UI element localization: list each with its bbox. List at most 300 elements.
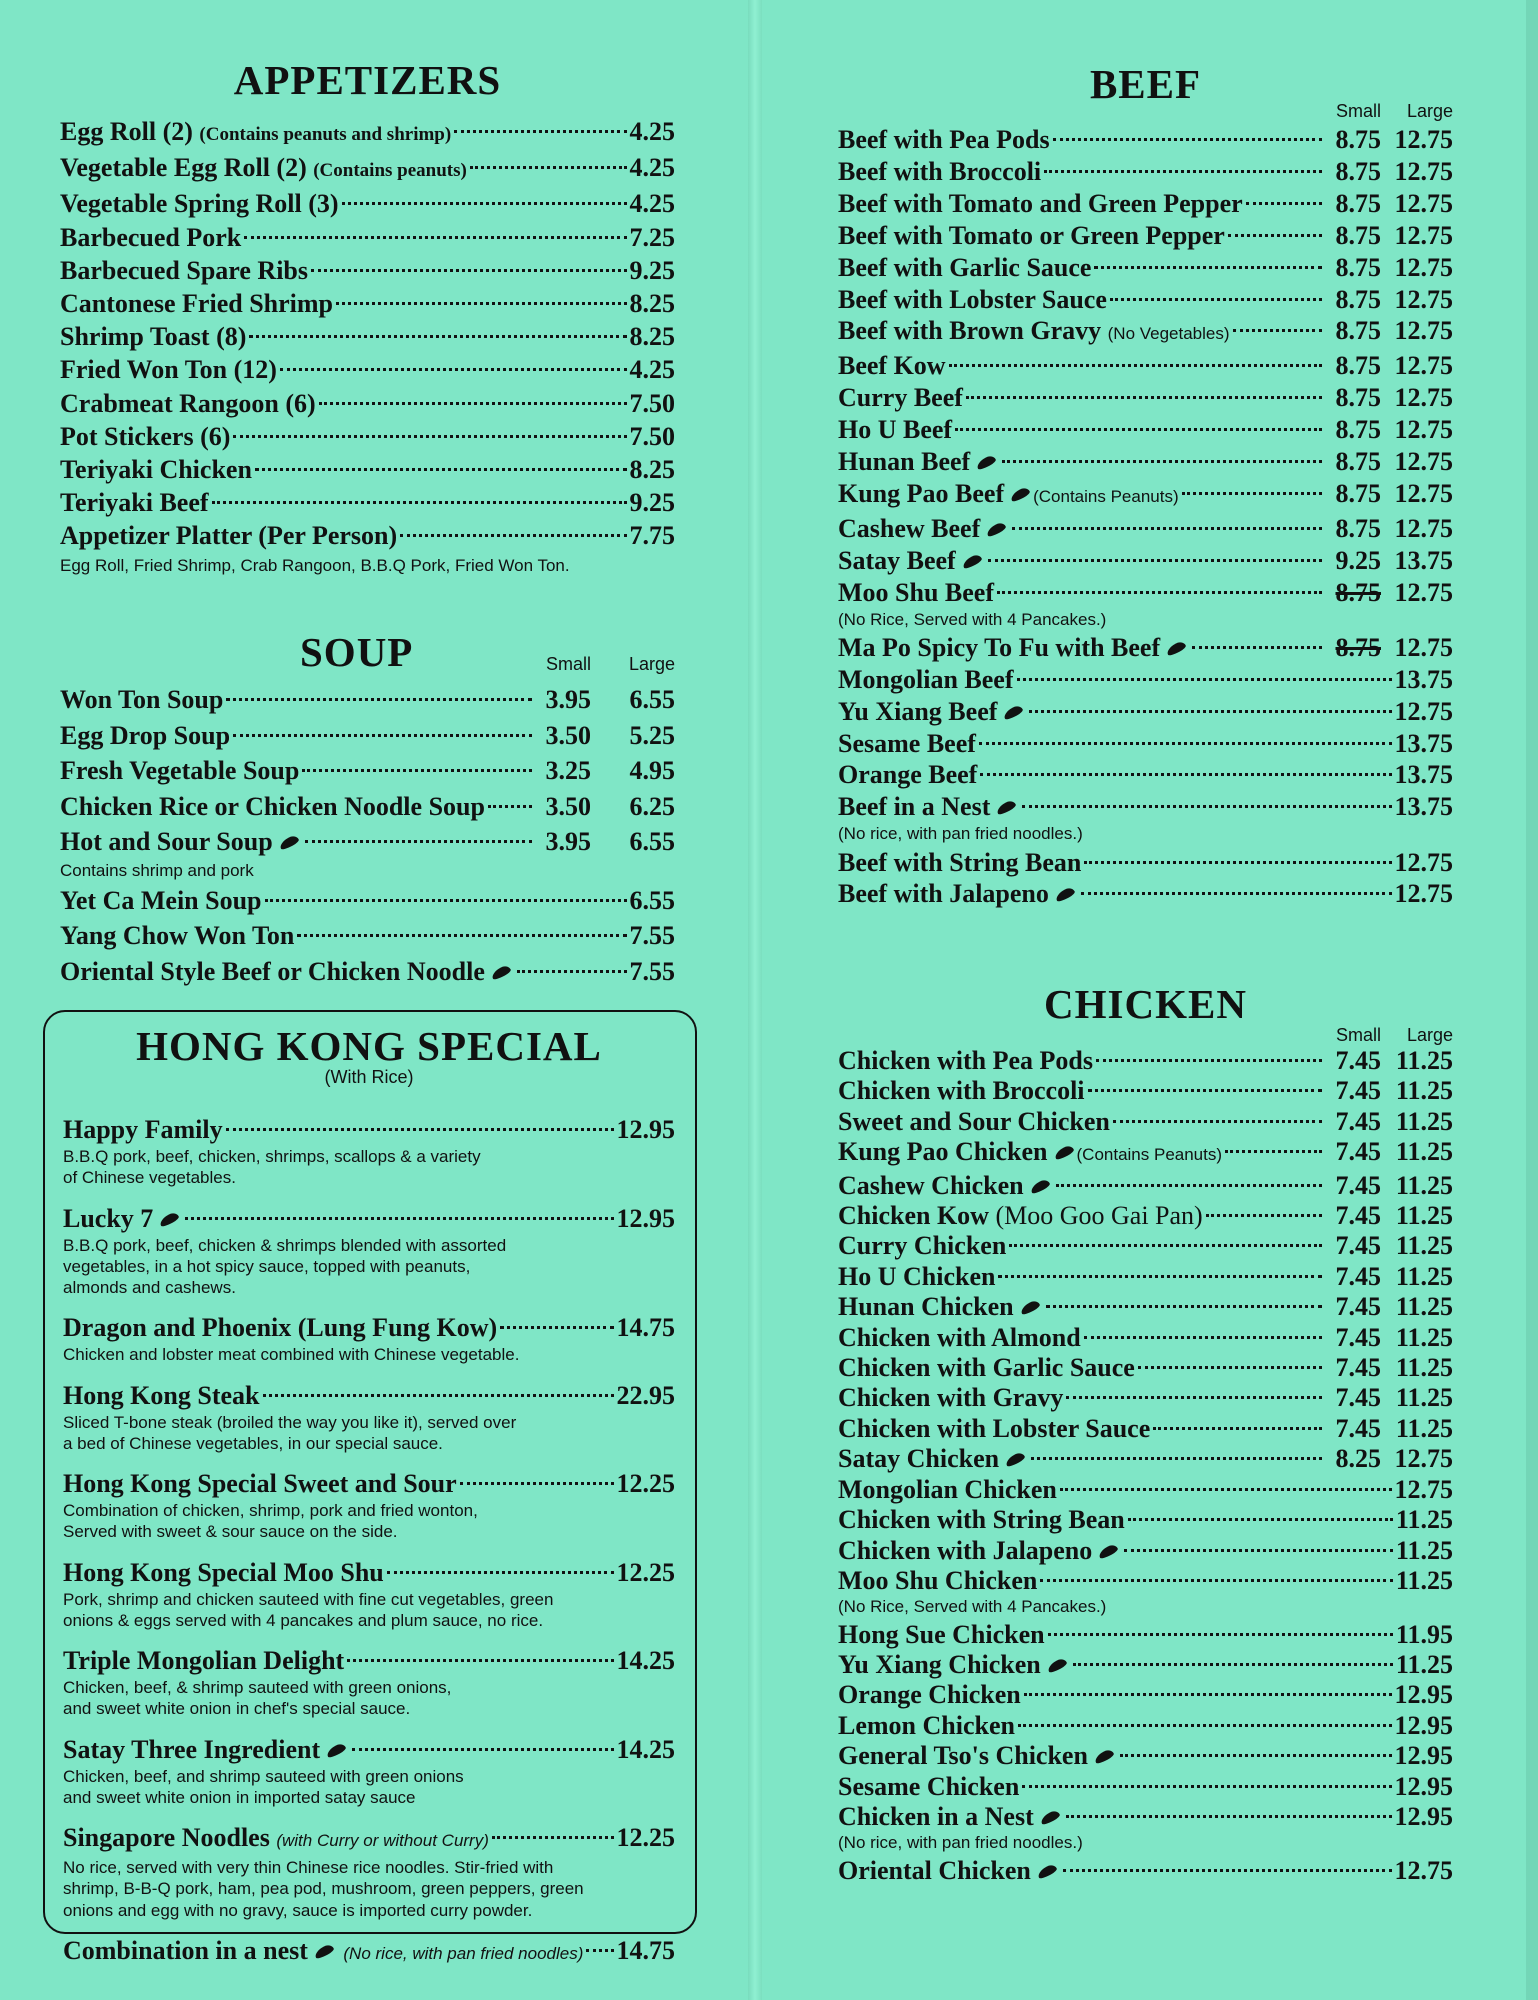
menu-item-name-text: Curry Beef (838, 383, 963, 413)
menu-item-price (1325, 577, 1453, 609)
leader-dots (1066, 1815, 1392, 1818)
menu-item-row (838, 1711, 1453, 1741)
single-price: 4.25 (629, 355, 675, 385)
menu-item (838, 284, 1453, 316)
large-price: 12.75 (1394, 632, 1453, 662)
menu-item-name (60, 254, 308, 287)
leader-dots (1046, 1305, 1322, 1308)
soup-list (60, 682, 675, 989)
leader-dots (226, 698, 532, 701)
large-price: 12.75 (1394, 577, 1453, 607)
single-price: 9.25 (629, 255, 675, 285)
menu-item-name (60, 420, 230, 453)
leader-dots (1113, 1120, 1322, 1123)
leader-dots (1017, 678, 1392, 681)
chili-pepper-icon (975, 454, 997, 471)
large-price: 11.25 (1395, 1076, 1453, 1106)
menu-item-row (63, 1203, 675, 1235)
hong-kong-title: HONG KONG SPECIAL (136, 1023, 602, 1069)
menu-item (838, 513, 1453, 545)
menu-item-description: Combination of chicken, shrimp, pork and fried wonton, Served with sweet & sour sauce on the side. (63, 1501, 478, 1542)
chili-pepper-icon (1165, 640, 1187, 657)
chili-pepper-icon (1093, 1748, 1115, 1765)
menu-item-name (838, 1383, 1063, 1413)
single-price: 7.50 (629, 388, 675, 418)
menu-item-price (1396, 1536, 1453, 1566)
menu-item-name (838, 1076, 1085, 1106)
chili-pepper-icon (1053, 1144, 1075, 1161)
menu-item-note: (No rice, with pan fried noodles) (343, 1943, 584, 1963)
leader-dots (263, 1394, 614, 1397)
menu-item-price (1395, 791, 1454, 823)
menu-item-name-text: Satay Beef (838, 545, 956, 575)
beef-list (838, 124, 1453, 910)
menu-item-name (838, 1680, 1021, 1710)
chili-pepper-icon (278, 834, 300, 851)
leader-dots (1225, 1150, 1322, 1153)
menu-item-name (63, 1468, 457, 1500)
small-price: 8.75 (1335, 513, 1381, 543)
leader-dots (244, 236, 626, 239)
menu-item (60, 954, 675, 990)
menu-item-row (838, 350, 1453, 382)
menu-item (60, 287, 675, 320)
large-price: 6.55 (629, 685, 675, 714)
menu-item (838, 791, 1453, 844)
menu-item-row (838, 1475, 1453, 1505)
menu-item-description: (No Rice, Served with 4 Pancakes.) (838, 1597, 1107, 1617)
menu-item-price (1325, 1383, 1453, 1413)
menu-item-price (630, 151, 676, 184)
large-price: 12.75 (1394, 188, 1453, 218)
menu-item-name (838, 1650, 1070, 1680)
single-price: 12.95 (1394, 1771, 1453, 1801)
menu-item (60, 187, 675, 220)
leader-dots (352, 1748, 613, 1751)
menu-item-description: Pork, shrimp and chicken sauteed with fine cut vegetables, green onions & eggs served with 4 pancakes and plum sauce, no rice. (63, 1589, 554, 1630)
menu-item-price (617, 1645, 676, 1677)
menu-item-price (1395, 1475, 1454, 1505)
menu-item-name-text: Lucky 7 (63, 1203, 154, 1233)
menu-item-name (838, 664, 1014, 696)
menu-item (838, 632, 1453, 664)
menu-item-price (1325, 1444, 1453, 1474)
menu-item (60, 115, 675, 151)
menu-item-name-text: Chicken with Lobster Sauce (838, 1413, 1151, 1443)
small-price: 8.75 (1335, 188, 1381, 218)
menu-item-price (617, 1468, 676, 1500)
leader-dots (1040, 1579, 1393, 1582)
menu-item-row (60, 718, 675, 754)
menu-item-row (63, 1312, 675, 1344)
menu-item (838, 1231, 1453, 1261)
leader-dots (255, 468, 627, 471)
chili-pepper-icon (985, 521, 1007, 538)
small-price: 7.45 (1335, 1383, 1381, 1413)
small-price: 7.45 (1335, 1292, 1381, 1322)
large-price: 11.25 (1395, 1201, 1453, 1231)
menu-item (63, 1203, 675, 1299)
menu-item-price (535, 824, 675, 860)
soup-large-label: Large (628, 654, 675, 674)
menu-item-price (630, 287, 676, 320)
large-price: 6.25 (629, 791, 675, 821)
menu-item-name-text: Chicken with String Bean (838, 1505, 1125, 1535)
menu-item-name (838, 315, 1230, 350)
menu-item-price (617, 1734, 676, 1766)
menu-item-name (838, 1536, 1121, 1566)
leader-dots (342, 202, 627, 205)
chili-pepper-icon (1029, 1177, 1051, 1194)
menu-item-description: No rice, served with very thin Chinese rice noodles. Stir-fried with shrimp, B-B-Q pork, ham, pea pod, mushroom, green peppers, green onions and egg with no gravy, sauce is imported curry powder. (63, 1858, 584, 1920)
menu-item (838, 220, 1453, 252)
menu-item-price (1325, 1292, 1453, 1322)
menu-item-row (60, 789, 675, 825)
small-price: 8.75 (1335, 316, 1381, 346)
leader-dots (517, 970, 627, 973)
single-price: 4.25 (629, 189, 675, 219)
beef-title: BEEF (1089, 61, 1202, 107)
menu-item-price (1325, 1262, 1453, 1292)
menu-item-name-text: Beef with Jalapeno (838, 879, 1049, 909)
menu-item-price (1325, 1201, 1453, 1231)
hong-kong-subtitle: (With Rice) (324, 1067, 414, 1087)
leader-dots (998, 1275, 1322, 1278)
small-price: 8.25 (1335, 1444, 1381, 1474)
leader-dots (980, 773, 1391, 776)
menu-item (838, 252, 1453, 284)
menu-item-name (60, 320, 246, 353)
menu-item-name-text: Beef with Lobster Sauce (838, 284, 1107, 314)
single-price: 7.55 (629, 921, 675, 951)
menu-item-name-text: Beef with Broccoli (838, 156, 1042, 186)
chili-pepper-icon (1004, 1451, 1026, 1468)
menu-item-row (63, 1380, 675, 1412)
menu-item-name-text: Chicken with Almond (838, 1322, 1081, 1352)
leader-dots (997, 591, 1322, 594)
leader-dots (1081, 892, 1392, 895)
small-price: 7.45 (1335, 1170, 1381, 1200)
menu-item (60, 254, 675, 287)
small-price: 8.75 (1335, 478, 1381, 508)
menu-item-name (838, 1353, 1135, 1383)
menu-item-name-text: Beef with Pea Pods (838, 125, 1050, 154)
menu-item-name (838, 1171, 1053, 1201)
menu-item-name (60, 115, 451, 151)
menu-item-note: (with Curry or without Curry) (276, 1831, 489, 1850)
single-price: 22.95 (616, 1380, 675, 1410)
large-price: 5.25 (629, 720, 675, 750)
menu-item-price (617, 1380, 676, 1412)
menu-item (60, 918, 675, 954)
menu-item-price (535, 718, 675, 754)
menu-item-name-text: Oriental Style Beef or Chicken Noodle (60, 956, 485, 986)
menu-item-row (63, 1734, 675, 1766)
single-price: 12.25 (616, 1469, 675, 1498)
page-edge (1526, 0, 1538, 2000)
menu-item (838, 414, 1453, 446)
menu-item-name-text: Combination in a nest (63, 1935, 308, 1965)
leader-dots (1228, 234, 1322, 237)
menu-item-row (63, 1468, 675, 1500)
menu-item-row (838, 156, 1453, 188)
menu-item-row (838, 1323, 1453, 1353)
menu-item-name (60, 718, 230, 754)
menu-item-name-text: Oriental Chicken (838, 1855, 1031, 1885)
menu-item-name-text: Egg Drop Soup (60, 720, 231, 750)
menu-item-description: (No rice, with pan fried noodles.) (838, 824, 1083, 844)
menu-item-name-text: Singapore Noodles (63, 1823, 270, 1852)
menu-item-price (630, 883, 676, 919)
menu-item-name (60, 789, 485, 825)
menu-item-description: (No rice, with pan fried noodles.) (838, 1833, 1083, 1853)
menu-item-row (838, 1414, 1453, 1444)
leader-dots (1084, 1336, 1322, 1339)
menu-item-price (1395, 759, 1454, 791)
menu-item-name (63, 1380, 260, 1412)
leader-dots (470, 166, 627, 169)
menu-item (838, 1566, 1453, 1618)
menu-item (838, 664, 1453, 696)
menu-item-name-text: Chicken with Garlic Sauce (838, 1353, 1135, 1383)
menu-item-row (838, 1353, 1453, 1383)
large-price: 11.25 (1395, 1353, 1453, 1383)
menu-item-price (1396, 1650, 1453, 1680)
large-price: 12.75 (1394, 383, 1453, 413)
leader-dots (1056, 1184, 1322, 1187)
chili-pepper-icon (1097, 1542, 1119, 1559)
menu-item (838, 696, 1453, 728)
menu-item-price (1325, 478, 1453, 510)
menu-item-row (838, 1741, 1453, 1771)
single-price: 12.25 (616, 1557, 675, 1587)
large-price: 12.75 (1394, 284, 1453, 314)
single-price: 9.25 (629, 488, 675, 518)
menu-item-row (838, 1046, 1453, 1076)
menu-item (838, 1802, 1453, 1854)
menu-item-row (838, 446, 1453, 478)
menu-item (60, 486, 675, 519)
menu-item (838, 728, 1453, 760)
menu-item-description: Chicken, beef, & shrimp sauteed with green onions, and sweet white onion in chef's special sauce. (63, 1678, 452, 1719)
menu-item-name (63, 1203, 182, 1235)
menu-item-price (1325, 156, 1453, 188)
leader-dots (1024, 1693, 1392, 1696)
leader-dots (280, 368, 627, 371)
menu-item-row (838, 1107, 1453, 1137)
menu-item-price (1395, 878, 1454, 910)
menu-item (838, 1536, 1453, 1566)
menu-item-row (838, 1680, 1453, 1710)
menu-item-row (60, 221, 675, 254)
soup-title: SOUP (300, 629, 414, 675)
small-price: 8.75 (1335, 351, 1381, 381)
menu-item-name-text: Sesame Chicken (838, 1771, 1020, 1801)
menu-item-price (630, 320, 676, 353)
menu-item-name (60, 353, 277, 386)
menu-item-name-text: Beef in a Nest (838, 792, 991, 822)
large-price: 11.25 (1395, 1106, 1453, 1136)
large-price: 11.25 (1395, 1046, 1453, 1075)
menu-item-row (838, 791, 1453, 823)
menu-item-price (1325, 350, 1453, 382)
menu-item-name-text: Moo Shu Beef (838, 577, 994, 607)
menu-item-name (63, 1114, 223, 1146)
leader-dots (302, 769, 532, 772)
menu-item-name-text: Fresh Vegetable Soup (60, 756, 300, 785)
menu-item-name (838, 252, 1091, 284)
menu-item-name (838, 1741, 1117, 1771)
menu-item-row (60, 519, 675, 552)
menu-item (838, 1772, 1453, 1802)
single-price: 12.75 (1394, 847, 1453, 877)
menu-item-row (838, 1171, 1453, 1201)
menu-item (60, 387, 675, 420)
menu-item-description: Contains shrimp and pork (60, 860, 254, 880)
menu-item-row (838, 1076, 1453, 1106)
menu-item-name (60, 918, 294, 954)
single-price: 7.25 (629, 222, 675, 252)
single-price: 8.25 (629, 289, 675, 319)
menu-item-name-text: Cantonese Fried Shrimp (60, 289, 333, 319)
menu-item (60, 682, 675, 718)
menu-item-name-text: Chicken with Pea Pods (838, 1046, 1093, 1075)
menu-item-price (1325, 1137, 1453, 1167)
menu-item-row (60, 115, 675, 151)
menu-item (838, 1680, 1453, 1710)
menu-item-name-text: Chicken with Jalapeno (838, 1535, 1093, 1565)
menu-item-price (1325, 124, 1453, 156)
single-price: 11.25 (1395, 1565, 1453, 1595)
menu-item-name (60, 519, 397, 552)
menu-item-row (60, 954, 675, 990)
menu-item (838, 1262, 1453, 1292)
leader-dots (1002, 460, 1322, 463)
leader-dots (233, 435, 626, 438)
small-price: 7.45 (1335, 1413, 1381, 1443)
leader-dots (1192, 646, 1322, 649)
menu-item-price (1325, 315, 1453, 347)
chili-pepper-icon (1046, 1657, 1068, 1674)
menu-item-name (838, 124, 1050, 156)
menu-item-name-text: Triple Mongolian Delight (63, 1646, 345, 1675)
menu-item (63, 1557, 675, 1632)
menu-item-price (1325, 382, 1453, 414)
menu-item-name-text: Sesame Beef (838, 728, 976, 758)
menu-item-price (535, 789, 675, 825)
single-price: 12.75 (1394, 1474, 1453, 1504)
menu-item-price (1395, 1680, 1454, 1710)
leader-dots (988, 559, 1322, 562)
large-price: 12.75 (1394, 415, 1453, 445)
leader-dots (979, 742, 1392, 745)
menu-item-name-text: Chicken Kow (838, 1201, 989, 1231)
menu-item-price (1325, 446, 1453, 478)
menu-item-name (63, 1557, 384, 1589)
menu-item-row (60, 353, 675, 386)
leader-dots (1096, 1059, 1322, 1062)
menu-item-name (838, 156, 1041, 188)
menu-item (838, 1414, 1453, 1444)
menu-item-row (60, 486, 675, 519)
menu-item-name-text: Chicken with Gravy (838, 1383, 1064, 1413)
menu-item-name (60, 883, 262, 919)
menu-item (838, 1171, 1453, 1201)
menu-item-price (1325, 1353, 1453, 1383)
chili-pepper-icon (961, 553, 983, 570)
chili-pepper-icon (1054, 886, 1076, 903)
menu-item-name-text: Dragon and Phoenix (Lung Fung Kow) (63, 1313, 498, 1343)
menu-item-price (630, 486, 676, 519)
small-price: 3.95 (545, 827, 591, 856)
leader-dots (1233, 329, 1322, 332)
menu-item-name-text: Pot Stickers (6) (60, 421, 231, 451)
menu-item-name (838, 728, 976, 760)
small-price: 3.95 (545, 685, 591, 714)
menu-item (838, 478, 1453, 513)
leader-dots (1022, 805, 1391, 808)
chili-pepper-icon (325, 1741, 347, 1758)
menu-item-row (838, 1505, 1453, 1535)
large-price: 11.25 (1395, 1170, 1453, 1200)
menu-item-row (838, 513, 1453, 545)
leader-dots (297, 934, 626, 937)
small-price: 7.45 (1335, 1137, 1381, 1167)
menu-item-name (838, 1802, 1063, 1832)
menu-item (838, 1137, 1453, 1170)
leader-dots (1124, 1549, 1393, 1552)
menu-item-description: B.B.Q pork, beef, chicken & shrimps blended with assorted vegetables, in a hot spicy sauce, topped with peanuts, almonds and cashews. (63, 1235, 507, 1297)
menu-item-name-text: Teriyaki Beef (60, 488, 209, 518)
menu-item-row (60, 420, 675, 453)
menu-item-row (838, 664, 1453, 696)
single-price: 7.50 (629, 421, 675, 451)
leader-dots (1022, 1785, 1391, 1788)
menu-item-price (1325, 188, 1453, 220)
menu-item-row (60, 320, 675, 353)
single-price: 12.75 (1394, 1855, 1453, 1885)
leader-dots (1031, 1457, 1322, 1460)
menu-item-price (1325, 1231, 1453, 1261)
menu-item-row (838, 1383, 1453, 1413)
single-price: 4.25 (629, 117, 675, 146)
leader-dots (955, 428, 1322, 431)
menu-item (838, 156, 1453, 188)
single-price: 8.25 (629, 322, 675, 352)
leader-dots (586, 1949, 613, 1952)
menu-item-name (60, 221, 241, 254)
menu-item (838, 1444, 1453, 1474)
beef-section (838, 61, 1453, 910)
menu-item-name (838, 220, 1225, 252)
menu-item (838, 1292, 1453, 1322)
single-price: 12.95 (616, 1203, 675, 1233)
small-price: 7.45 (1335, 1076, 1381, 1106)
menu-item-description: (No Rice, Served with 4 Pancakes.) (838, 609, 1107, 629)
menu-item-description: Chicken, beef, and shrimp sauteed with green onions and sweet white onion in imported satay sauce (63, 1766, 464, 1807)
single-price: 4.25 (629, 153, 675, 183)
large-price: 12.75 (1394, 220, 1453, 250)
large-price: 12.75 (1394, 316, 1453, 346)
leader-dots (336, 302, 627, 305)
single-price: 12.95 (1394, 1710, 1453, 1740)
menu-item-row (838, 1650, 1453, 1680)
small-price: 7.45 (1335, 1261, 1381, 1291)
large-price: 12.75 (1394, 125, 1453, 154)
menu-item-name-text: Yu Xiang Chicken (838, 1649, 1041, 1679)
menu-item-name-text: Lemon Chicken (838, 1710, 1015, 1740)
menu-item-name (60, 287, 333, 320)
